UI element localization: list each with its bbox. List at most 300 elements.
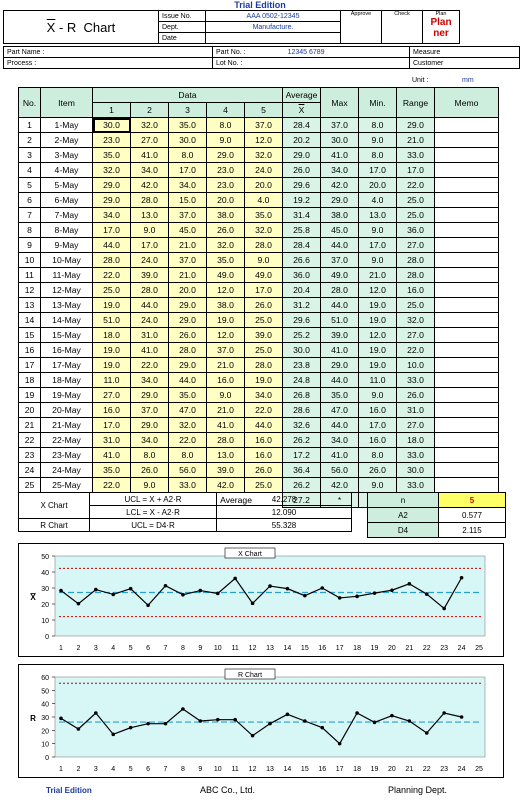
table-row [19,223,499,238]
memo-cell[interactable] [435,328,499,343]
data-cell[interactable]: 8.0 [169,148,207,163]
range-cell: 28.0 [397,253,435,268]
average-cell: 26.2 [283,433,321,448]
row-item-date[interactable]: 24-May [41,463,93,478]
data-cell[interactable]: 56.0 [169,463,207,478]
data-cell[interactable]: 27.0 [93,388,131,403]
data-cell[interactable]: 22.0 [131,358,169,373]
max-cell: 44.0 [321,298,359,313]
chart-title: R Chart [237,672,263,679]
memo-cell[interactable] [435,448,499,463]
data-cell[interactable]: 35.0 [207,253,245,268]
max-cell: 45.0 [321,223,359,238]
row-item-date[interactable]: 11-May [41,268,93,283]
col-header-data: Data [93,88,283,103]
data-cell[interactable]: 31.0 [131,328,169,343]
data-cell[interactable]: 42.0 [131,178,169,193]
memo-cell[interactable] [435,298,499,313]
data-cell[interactable]: 9.0 [131,478,169,493]
data-cell[interactable]: 45.0 [169,223,207,238]
data-cell[interactable]: 32.0 [131,118,169,133]
y-tick-label: 50 [41,554,49,561]
data-cell[interactable]: 32.0 [207,238,245,253]
data-cell[interactable]: 35.0 [245,208,283,223]
data-point [338,596,342,600]
data-cell[interactable]: 29.0 [169,313,207,328]
data-point [111,733,115,737]
min-cell: 19.0 [359,313,397,328]
data-cell[interactable]: 16.0 [207,373,245,388]
max-cell: 44.0 [321,418,359,433]
row-item-date[interactable]: 3-May [41,148,93,163]
data-cell[interactable]: 24.0 [245,163,283,178]
data-point [303,719,307,723]
data-cell[interactable]: 17.0 [93,223,131,238]
row-number: 2 [19,133,41,148]
data-cell[interactable]: 19.0 [245,373,283,388]
data-cell[interactable]: 17.0 [93,418,131,433]
data-cell[interactable]: 12.0 [207,328,245,343]
x-tick-label: 5 [128,645,133,652]
memo-cell[interactable] [435,418,499,433]
range-cell: 27.0 [397,418,435,433]
data-cell[interactable]: 34.0 [169,178,207,193]
data-cell[interactable]: 16.0 [245,433,283,448]
data-cell[interactable]: 25.0 [245,343,283,358]
memo-cell[interactable] [435,373,499,388]
trial-edition-top: Trial Edition [234,0,286,10]
data-cell[interactable]: 17.0 [245,283,283,298]
range-cell: 17.0 [397,163,435,178]
memo-cell[interactable] [435,148,499,163]
data-cell[interactable]: 37.0 [169,208,207,223]
data-cell[interactable]: 23.0 [207,178,245,193]
data-cell[interactable]: 34.0 [245,388,283,403]
max-cell: 42.0 [321,478,359,493]
x-tick-label: 9 [198,645,203,652]
range-cell: 21.0 [397,133,435,148]
x-tick-label: 1 [59,766,63,773]
data-cell[interactable]: 24.0 [131,313,169,328]
min-cell: 12.0 [359,328,397,343]
data-cell[interactable]: 8.0 [131,448,169,463]
row-item-date[interactable]: 14-May [41,313,93,328]
data-cell[interactable]: 28.0 [131,283,169,298]
n-label: n [368,493,439,508]
col-header-memo: Memo [435,88,499,118]
table-row [19,238,499,253]
data-cell[interactable]: 20.0 [245,178,283,193]
range-cell: 27.0 [397,328,435,343]
data-cell[interactable]: 19.0 [93,358,131,373]
row-item-date[interactable]: 20-May [41,403,93,418]
customer-label[interactable]: Customer [410,58,520,69]
data-cell[interactable]: 13.0 [207,448,245,463]
row-number: 19 [19,388,41,403]
r-chart-panel [18,664,504,778]
average-cell: 26.8 [283,388,321,403]
average-xbar: 27.2 [283,493,321,508]
min-cell: 8.0 [359,448,397,463]
data-cell[interactable]: 22.0 [93,268,131,283]
data-cell[interactable]: 9.0 [245,253,283,268]
memo-cell[interactable] [435,118,499,133]
data-cell[interactable]: 26.0 [169,328,207,343]
data-cell[interactable]: 28.0 [207,433,245,448]
data-cell[interactable]: 8.0 [207,118,245,133]
table-row [19,313,499,328]
data-cell[interactable]: 12.0 [207,283,245,298]
memo-cell[interactable] [435,478,499,493]
memo-cell[interactable] [435,433,499,448]
data-point [460,576,464,580]
part-name-label[interactable]: Part Name : [4,47,213,58]
data-cell[interactable]: 21.0 [207,358,245,373]
data-cell[interactable]: 9.0 [207,388,245,403]
memo-cell[interactable] [435,283,499,298]
row-item-date[interactable]: 22-May [41,433,93,448]
data-cell[interactable]: 24.0 [131,253,169,268]
data-cell[interactable]: 35.0 [169,388,207,403]
data-cell[interactable]: 32.0 [93,163,131,178]
row-number: 1 [19,118,41,133]
x-tick-label: 4 [111,645,116,652]
memo-cell[interactable] [435,193,499,208]
min-cell: 17.0 [359,163,397,178]
data-cell[interactable]: 42.0 [207,478,245,493]
data-cell[interactable]: 29.0 [93,178,131,193]
data-point [425,592,429,596]
data-cell[interactable]: 20.0 [169,283,207,298]
row-item-date[interactable]: 15-May [41,328,93,343]
plan-label: Plan [435,11,447,17]
x-tick-label: 25 [475,766,483,773]
memo-cell[interactable] [435,463,499,478]
data-cell[interactable]: 15.0 [169,193,207,208]
data-cell[interactable]: 29.0 [169,298,207,313]
range-cell: 18.0 [397,433,435,448]
row-number: 22 [19,433,41,448]
data-point [199,589,203,593]
data-cell[interactable]: 37.0 [169,253,207,268]
data-cell[interactable]: 23.0 [207,163,245,178]
process-label[interactable]: Process : [4,58,213,69]
row-number: 6 [19,193,41,208]
memo-cell[interactable] [435,403,499,418]
data-cell[interactable]: 32.0 [169,418,207,433]
data-point [425,731,429,735]
row-number: 20 [19,403,41,418]
data-cell[interactable]: 9.0 [207,133,245,148]
data-cell[interactable]: 51.0 [93,313,131,328]
data-cell[interactable]: 28.0 [131,193,169,208]
issue-no-value[interactable]: AAA 0502-12345 [206,11,341,22]
data-cell[interactable]: 35.0 [93,148,131,163]
data-cell[interactable]: 44.0 [131,298,169,313]
row-item-date[interactable]: 23-May [41,448,93,463]
range-cell: 22.0 [397,343,435,358]
data-point [59,589,63,593]
data-cell[interactable]: 26.0 [245,463,283,478]
data-cell[interactable]: 25.0 [245,313,283,328]
data-cell[interactable]: 41.0 [207,418,245,433]
data-point [146,603,150,607]
data-cell[interactable]: 18.0 [93,328,131,343]
x-tick-label: 2 [76,645,81,652]
x-tick-label: 19 [370,766,379,773]
memo-cell[interactable] [435,313,499,328]
data-cell[interactable]: 28.0 [169,343,207,358]
table-row [19,268,499,283]
x-tick-label: 13 [266,766,274,773]
data-cell[interactable]: 28.0 [245,358,283,373]
trial-edition-bottom: Trial Edition [46,786,92,795]
memo-cell[interactable] [435,163,499,178]
x-tick-label: 9 [198,766,203,773]
data-cell[interactable]: 37.0 [245,118,283,133]
dept-label: Dept. [159,22,206,33]
data-cell[interactable]: 37.0 [131,403,169,418]
y-tick-label: 30 [41,715,49,722]
max-cell: 29.0 [321,193,359,208]
min-cell: 11.0 [359,373,397,388]
data-cell[interactable]: 21.0 [207,403,245,418]
col-header-xbar: $\overline{X}$ [283,103,321,118]
range-cell: 30.0 [397,463,435,478]
data-cell[interactable]: 34.0 [93,208,131,223]
date-value[interactable] [206,33,341,44]
data-cell[interactable]: 16.0 [245,448,283,463]
row-item-date[interactable]: 19-May [41,388,93,403]
data-cell[interactable]: 34.0 [131,433,169,448]
data-cell[interactable]: 31.0 [93,433,131,448]
x-tick-label: 14 [283,645,292,652]
data-cell[interactable]: 12.0 [245,133,283,148]
average-cell: 29.0 [283,148,321,163]
data-cell[interactable]: 29.0 [131,388,169,403]
data-cell[interactable]: 33.0 [169,478,207,493]
max-cell: 51.0 [321,313,359,328]
check-box[interactable]: Check [382,11,423,44]
data-cell[interactable]: 47.0 [169,403,207,418]
data-cell[interactable]: 4.0 [245,193,283,208]
memo-cell[interactable] [435,268,499,283]
data-cell[interactable]: 35.0 [93,463,131,478]
memo-cell[interactable] [435,208,499,223]
data-cell[interactable]: 39.0 [131,268,169,283]
a2-label: A2 [368,508,439,523]
row-item-date[interactable]: 8-May [41,223,93,238]
approve-box[interactable]: Approve [341,11,382,44]
memo-cell[interactable] [435,238,499,253]
data-point [268,722,272,726]
data-cell[interactable]: 49.0 [207,268,245,283]
data-cell[interactable]: 30.0 [169,133,207,148]
data-cell[interactable]: 39.0 [245,328,283,343]
x-tick-label: 21 [405,645,414,652]
data-cell[interactable]: 26.0 [131,463,169,478]
row-item-date[interactable]: 21-May [41,418,93,433]
data-cell[interactable]: 19.0 [93,343,131,358]
data-point [373,591,377,595]
data-cell[interactable]: 29.0 [207,148,245,163]
data-cell[interactable]: 25.0 [93,283,131,298]
x-tick-label: 17 [335,766,344,773]
data-cell[interactable]: 16.0 [93,403,131,418]
data-cell[interactable]: 32.0 [245,148,283,163]
table-row [19,283,499,298]
data-cell[interactable]: 8.0 [169,448,207,463]
data-cell[interactable]: 17.0 [169,163,207,178]
data-cell[interactable]: 44.0 [169,373,207,388]
data-cell[interactable]: 29.0 [131,418,169,433]
min-cell: 4.0 [359,193,397,208]
d4-label: D4 [368,523,439,538]
data-cell[interactable]: 22.0 [93,478,131,493]
row-item-date[interactable]: 6-May [41,193,93,208]
data-cell[interactable]: 41.0 [93,448,131,463]
data-cell[interactable]: 38.0 [207,208,245,223]
data-cell[interactable]: 26.0 [245,298,283,313]
row-number: 25 [19,478,41,493]
data-cell[interactable]: 28.0 [93,253,131,268]
memo-cell[interactable] [435,253,499,268]
data-cell[interactable]: 19.0 [207,313,245,328]
data-cell[interactable]: 34.0 [131,163,169,178]
data-cell[interactable]: 17.0 [131,238,169,253]
data-cell[interactable]: 44.0 [245,418,283,433]
x-tick-label: 13 [266,645,274,652]
plan-box[interactable] [423,11,460,44]
data-cell[interactable]: 28.0 [245,238,283,253]
table-row [19,448,499,463]
range-cell: 33.0 [397,148,435,163]
data-cell[interactable]: 22.0 [245,403,283,418]
row-item-date[interactable]: 25-May [41,478,93,493]
data-cell[interactable]: 22.0 [169,433,207,448]
row-item-date[interactable]: 5-May [41,178,93,193]
row-item-date[interactable]: 10-May [41,253,93,268]
memo-cell[interactable] [435,223,499,238]
row-number: 12 [19,283,41,298]
data-cell[interactable]: 41.0 [131,148,169,163]
data-cell[interactable]: 38.0 [207,298,245,313]
max-cell: 42.0 [321,178,359,193]
unit-label: Unit : [412,77,429,84]
col-header-1: 1 [93,103,131,118]
n-value[interactable]: 5 [439,493,506,508]
data-cell[interactable]: 9.0 [131,223,169,238]
average-cell: 36.0 [283,268,321,283]
ucl-value: 42.278 [217,493,352,506]
x-tick-label: 21 [405,766,414,773]
row-number: 14 [19,313,41,328]
data-cell[interactable]: 19.0 [93,298,131,313]
data-cell[interactable]: 26.0 [207,223,245,238]
range-cell: 28.0 [397,268,435,283]
row-item-date[interactable]: 2-May [41,133,93,148]
dept-value[interactable]: Manufacture. [206,22,341,33]
memo-cell[interactable] [435,133,499,148]
measure-label[interactable]: Measure [410,47,520,58]
max-cell: 44.0 [321,238,359,253]
row-item-date[interactable]: 17-May [41,358,93,373]
data-point [129,726,133,730]
row-item-date[interactable]: 1-May [41,118,93,133]
data-point [442,607,446,611]
min-cell: 16.0 [359,403,397,418]
average-cell: 29.6 [283,178,321,193]
row-item-date[interactable]: 12-May [41,283,93,298]
r-ucl-formula: UCL = D4·R [90,519,217,532]
data-cell[interactable]: 39.0 [207,463,245,478]
memo-cell[interactable] [435,178,499,193]
table-row [19,178,499,193]
row-item-date[interactable]: 18-May [41,373,93,388]
x-tick-label: 3 [93,766,98,773]
data-cell[interactable]: 30.0 [93,118,131,133]
data-cell[interactable]: 44.0 [93,238,131,253]
lot-no-label[interactable]: Lot No. : [213,58,410,69]
data-cell[interactable]: 29.0 [93,193,131,208]
data-cell[interactable]: 27.0 [131,133,169,148]
data-cell[interactable]: 11.0 [93,373,131,388]
data-point [442,711,446,715]
data-point [251,602,255,606]
data-point [164,722,168,726]
memo-cell[interactable] [435,388,499,403]
x-tick-label: 23 [440,766,449,773]
data-cell[interactable]: 32.0 [245,223,283,238]
row-item-date[interactable]: 4-May [41,163,93,178]
data-cell[interactable]: 21.0 [169,268,207,283]
data-cell[interactable]: 29.0 [169,358,207,373]
row-item-date[interactable]: 16-May [41,343,93,358]
col-header-no: No. [19,88,41,118]
data-cell[interactable]: 23.0 [93,133,131,148]
row-item-date[interactable]: 9-May [41,238,93,253]
memo-cell[interactable] [435,343,499,358]
plot-area [55,677,485,757]
data-cell[interactable]: 37.0 [207,343,245,358]
data-point [233,577,237,581]
data-point [251,734,255,738]
row-number: 11 [19,268,41,283]
data-point [320,586,324,590]
max-cell: 49.0 [321,268,359,283]
memo-cell[interactable] [435,358,499,373]
row-item-date[interactable]: 13-May [41,298,93,313]
range-cell: 16.0 [397,283,435,298]
data-cell[interactable]: 35.0 [169,118,207,133]
data-cell[interactable]: 20.0 [207,193,245,208]
x-tick-label: 23 [440,645,449,652]
data-cell[interactable]: 41.0 [131,343,169,358]
data-point [303,594,307,598]
row-item-date[interactable]: 7-May [41,208,93,223]
data-cell[interactable]: 34.0 [131,373,169,388]
part-no-field[interactable] [213,47,410,58]
data-cell[interactable]: 21.0 [169,238,207,253]
data-cell[interactable]: 25.0 [245,478,283,493]
data-cell[interactable]: 49.0 [245,268,283,283]
average-cell: 25.8 [283,223,321,238]
data-table [18,87,499,508]
data-cell[interactable]: 13.0 [131,208,169,223]
x-tick-label: 22 [422,645,431,652]
x-tick-label: 3 [93,645,98,652]
min-cell: 20.0 [359,178,397,193]
